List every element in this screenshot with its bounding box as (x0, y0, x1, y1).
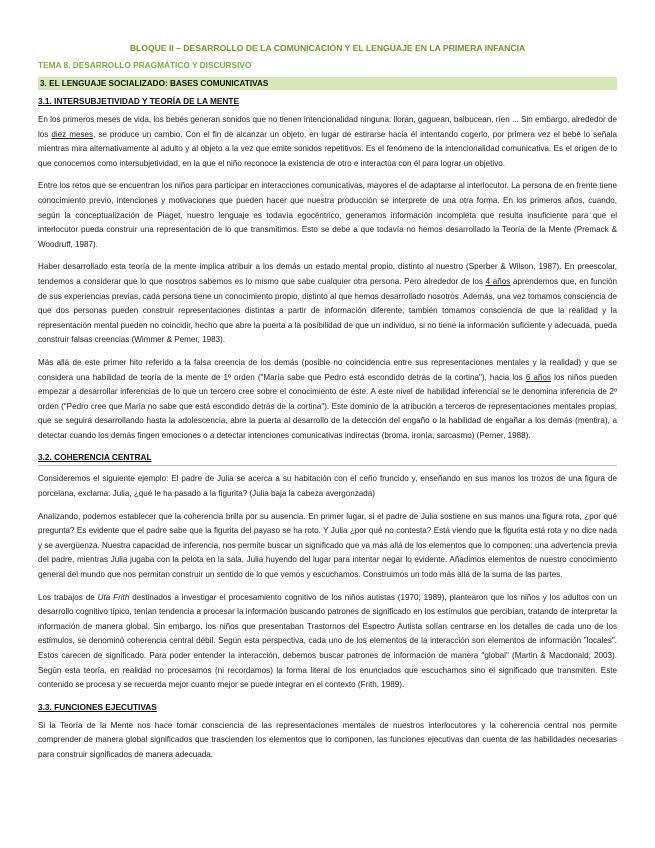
italic-text: Uta Frith (97, 592, 130, 602)
subsection-title-3-2: 3.2. COHERENCIA CENTRAL (38, 452, 152, 463)
divider (38, 465, 617, 466)
underlined-text: diez meses (51, 129, 94, 139)
subsection-title-3-1: 3.1. INTERSUBJETIVIDAD Y TEORÍA DE LA MENTE (38, 96, 240, 106)
section-heading: 3. EL LENGUAJE SOCIALIZADO: BASES COMUNICATIVAS (38, 77, 617, 90)
text: destinados a investigar el procesamiento cognitivo de los niños autistas (1970; 1989), plantearon que los niños y los adultos con un desarrollo cognitivo típico, tenían tendencia a procesar la información buscando patrones de significado en los estímulos que percibían, tratando de interpretar la información de manera global. Sin embargo, los niños que presentaban Trastornos del Espectro Autista solían centrarse en los detalles de cada uno de los estímulos, se denominó coherencia central débil. Según esta perspectiva, cada uno de los elementos de la interacción son elementos de información "locales". Estos carecen de significado. Para poder entender la interacción, debemos buscar patrones de información de manera "global" (Martin & Macdonald; 2003). Según esta teoría, en realidad no procesamos (ni recordamos) la forma literal de los enunciados que escuchamos sino el significado que transmiten. Este contenido se procesa y se recuerda mejor cuanto mejor se puede integrar en el contexto (Frith, 1989). (38, 592, 617, 690)
paragraph (38, 113, 617, 171)
paragraph (38, 260, 617, 348)
text: Más allá de este primer hito referido a la falsa creencia de los demás (posible no coincidencia entre sus representaciones mentales y la realidad) y que se considera una habilidad de teoría de la mente de 1º orden ("María sabe que Pedro está escondido detrás de la cortina"), hacia los (38, 357, 617, 382)
text: aprendemos que, en función de sus experiencias previas, cada persona tiene un conocimiento propio, distinto al que hemos desarrollado nosotros. Además, una vez tomamos consciencia de que dos personas pueden construir representaciones distintas a partir de información diferente, también tomamos consciencia de que la realidad y la representación mental pueden no coincidir, hecho que abre la puerta a la posibilidad de que un individuo, si no tiene la información suficiente y adecuada, pueda construir falsas creencias (Wimmer & Pemer, 1983). (38, 276, 617, 345)
subsection-title-3-3: 3.3. FUNCIONES EJECUTIVAS (38, 701, 157, 712)
tema-title: TEMA 8. DESARROLLO PRAGMÁTICO Y DISCURSIVO (38, 60, 252, 70)
paragraph: Consideremos el siguiente ejemplo: El padre de Julia se acerca a su habitación con el ceño fruncido y, enseñando en sus manos los trozos de una figura de porcelana, exclama: Julia, ¿qué le ha pasado a la figurita? (Julia baja la cabeza avergonzada) (38, 474, 617, 499)
text: Los trabajos de (38, 592, 98, 602)
underlined-text: 6 años (525, 372, 551, 382)
paragraph: Si la Teoría de la Mente nos hace tomar consciencia de las representaciones mentales de nuestros interlocutores y la coherencia central nos permite comprender de manera global significados que trascienden los elementos que lo componen, las funciones ejecutivas dan cuenta de las habilidades necesarias para construir significados de manera adecuada. (38, 720, 617, 759)
text: los niños pueden empezar a desarrollar inferencias de lo que un tercero cree sobre el conocimiento de éste. A este nivel de habilidad inferencial se le denomina inferencia de 2º orden ("Pedro cree que María no sabe que está escondido detrás de la cortina"). Este dominio de la atribución a terceros de representaciones mentales propias, que se seguirá desarrollando hasta la adolescencia, abre la puerta al desarrollo de la detección del engaño o la habilidad de engañar a los demás (mentira), a detectar cuando los demás fingen emociones o a detectar intenciones comunicativas indirectas (broma, ironía, sarcasmo) (Perner, 1988). (38, 372, 618, 440)
paragraph (38, 591, 617, 693)
text: En los primeros meses de vida, los bebés generan sonidos que no tienen intencionalidad ninguna: lloran, gaguean, balbucean, ríen ... Sin embargo, alrededor de los (38, 115, 617, 139)
text: , se produce un cambio. Con el fin de alcanzar un objeto, en lugar de estirarse hacia él intentando cogerlo, por primera vez el bebé lo señala mientras mira alternativamente al adulto y al objeto a la vez que emite sonidos repetitivos. Es el fenómeno de la intencionalidad comunicativa. Es el origen de lo que conocemos como intersubjetividad, en la que el niño reconoce la existencia de otro e interactúa con él para lograr un objetivo. (38, 129, 618, 168)
paragraph: Entre los retos que se encuentran los niños para participar en interacciones comunicativas, mayores el de adaptarse al interlocutor. La persona de en frente tiene conocimiento previo, intenciones y motivaciones que pueden hacer que nuestra producción se interprete de una otra forma. En los primeros años, cuando, según la conceptualización de Piaget, nuestro lenguaje es todavía egocéntrico, generamos información incompleta que resulta insuficiente para que el interlocutor pueda construir una representación de lo que transmitimos. Esto se debe a que todavía no hemos desarrollado la Teoría de la Mente (Premack & Woodruff, 1987). (38, 181, 617, 249)
paragraph: Analizando, podemos establecer que la coherencia brilla por su ausencia. En primer lugar, si el padre de Julia sostiene en sus manos una figura rota, ¿por qué pregunta? Es evidente que el padre sabe que la figurita del payaso se ha roto. Y Julia ¿por qué no contesta? Está viendo que la figurita está rota y no dice nada y se avergüenza. Nuestra capacidad de inferencia, nos permite buscar un significado que va más allá de los elementos que lo componen: una advertencia previa del padre, mientras Julia jugaba con la pelota en la sala, Julia huyendo del lugar para intentar negar lo evidente. Añadimos elementos de nuestro conocimiento general del mundo que nos permitan construir un sentido de lo que vemos y escuchamos. Construimos un todo más allá de la suma de las partes. (38, 511, 617, 580)
text: Haber desarrollado esta teoría de la mente implica atribuir a los demás un estado mental propio, distinto al nuestro (Sperber & Wilson, 1987). En preescolar, tendemos a considerar que lo que nosotros sabemos es lo mismo que sabe cualquier otra persona. Pero alrededor de los (38, 262, 617, 286)
paragraph (38, 356, 617, 444)
block-title: BLOQUE II – DESARROLLO DE LA COMUNICACIÓN Y EL LENGUAJE EN LA PRIMERA INFANCIA (129, 43, 526, 53)
underlined-text: 4 años (485, 276, 511, 286)
